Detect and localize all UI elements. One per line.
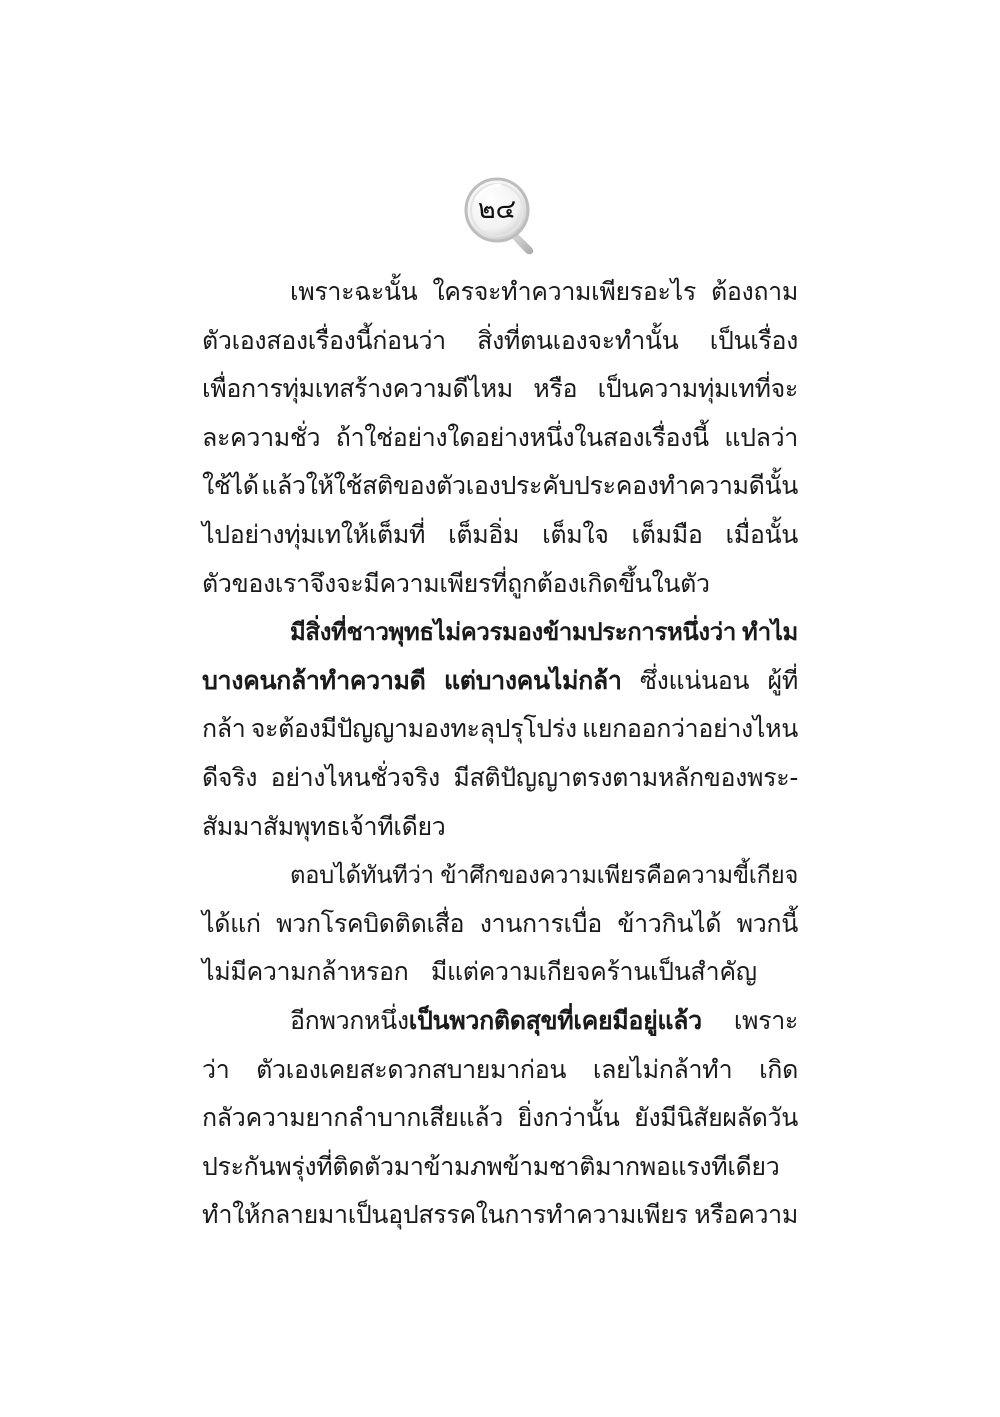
- text-segment: ตัวของเราจึงจะมีความเพียรที่ถูกต้องเกิดขึ้นในตัว: [202, 568, 710, 598]
- text-segment: หรือ: [533, 374, 578, 404]
- text-segment: อีกพวกหนึ่ง: [290, 1005, 409, 1035]
- text-segment: เพื่อการทุ่มเทสร้างความดีไหม: [202, 374, 513, 404]
- text-segment: ตัวเองสองเรื่องนี้ก่อนว่า: [202, 325, 446, 355]
- text-segment: ว่า: [202, 1054, 230, 1084]
- text-line: [202, 851, 798, 900]
- text-segment: ใช้ได้: [202, 471, 259, 501]
- text-line: [202, 948, 798, 997]
- text-segment: เพราะฉะนั้น: [290, 277, 418, 306]
- text-segment: ไปอย่างทุ่มเทให้เต็มที่: [202, 519, 426, 549]
- text-segment: เพราะ: [733, 1005, 798, 1035]
- text-line: [202, 803, 798, 852]
- text-segment: แยกออกว่าอย่างไหน: [582, 714, 798, 744]
- text-segment: เต็มอิ่ม: [448, 519, 520, 549]
- text-segment: มีสติปัญญาตรงตามหลักของพระ-: [453, 762, 798, 792]
- text-segment: บางคนกล้าทำความดี: [202, 665, 426, 695]
- text-segment: แปลว่า: [724, 422, 798, 452]
- text-segment: พวกโรคบิดติดเสื่อ: [276, 908, 465, 938]
- text-segment: ตอบได้ทันทีว่า: [290, 861, 434, 890]
- text-segment: กล้า: [202, 714, 246, 744]
- text-segment: ข้าศึกของความเพียรคือความขี้เกียจ: [440, 861, 798, 890]
- text-segment: เป็นความทุ่มเทที่จะ: [597, 374, 798, 404]
- text-line: [202, 705, 798, 754]
- text-segment: ข้าวกินได้: [617, 908, 722, 938]
- text-segment: ถ้าใช่อย่างใดอย่างหนึ่งในสองเรื่องนี้: [335, 422, 709, 452]
- page-number: ๒๔: [477, 194, 517, 225]
- text-segment: กลัวความยากลำบากเสียแล้ว: [202, 1103, 503, 1133]
- text-line: [202, 511, 798, 560]
- text-segment: เมื่อนั้น: [725, 519, 798, 549]
- text-line: [202, 1191, 798, 1240]
- text-line: [202, 657, 798, 706]
- text-segment: ซึ่งแน่นอน: [640, 665, 750, 695]
- text-segment: ทำให้กลายมาเป็นอุปสรรคในการทำความเพียร: [202, 1200, 688, 1230]
- text-segment: สัมมาสัมพุทธเจ้าทีเดียว: [202, 811, 446, 841]
- text-segment: สิ่งที่ตนเองจะทำนั้น: [477, 325, 679, 355]
- text-segment: ยังมีนิสัยผลัดวัน: [634, 1103, 798, 1133]
- text-line: [202, 1094, 798, 1143]
- text-segment: พวกนี้: [736, 908, 798, 938]
- text-segment: งานการเบื่อ: [479, 908, 602, 938]
- text-segment: ใครจะทำความเพียรอะไร: [432, 277, 696, 306]
- text-line: [202, 608, 798, 657]
- text-segment: ยิ่งกว่านั้น: [517, 1103, 620, 1133]
- text-segment: ได้แก่: [202, 908, 261, 938]
- text-segment: เกิด: [759, 1054, 798, 1084]
- text-line: [202, 560, 798, 609]
- text-line: [202, 268, 798, 317]
- text-line: [202, 365, 798, 414]
- text-segment: เป็นพวกติดสุขที่เคยมีอยู่แล้ว: [408, 1005, 702, 1035]
- text-line: [202, 1143, 798, 1192]
- page-number-badge: [458, 176, 542, 260]
- text-segment: ผู้ที่: [767, 665, 798, 695]
- text-segment: มีแต่ความเกียจคร้านเป็นสำคัญ: [430, 957, 757, 987]
- text-segment: ไม่มีความกล้าหรอก: [202, 957, 409, 987]
- text-segment: ละความชั่ว: [202, 422, 321, 452]
- text-segment: ประกันพรุ่งที่ติดตัวมาข้ามภพข้ามชาติมากพอแรงทีเดียว: [202, 1151, 780, 1181]
- text-segment: จะต้องมีปัญญามองทะลุปรุโปร่ง: [250, 714, 577, 744]
- text-line: [202, 317, 798, 366]
- text-segment: เต็มใจ: [542, 519, 609, 549]
- body-text: [202, 268, 798, 1240]
- text-line: [202, 462, 798, 511]
- text-line: [202, 414, 798, 463]
- text-segment: ทำไม: [742, 618, 798, 647]
- text-line: [202, 997, 798, 1046]
- text-segment: [290, 997, 702, 1046]
- text-line: [202, 1046, 798, 1095]
- text-segment: เต็มมือ: [631, 519, 703, 549]
- text-line: [202, 754, 798, 803]
- text-segment: เลยไม่กล้าทำ: [592, 1054, 733, 1084]
- text-segment: แต่บางคนไม่กล้า: [443, 665, 622, 695]
- text-segment: หรือความ: [694, 1200, 798, 1230]
- text-segment: ต้องถาม: [710, 277, 798, 306]
- text-line: [202, 900, 798, 949]
- text-segment: อย่างไหนชั่วจริง: [270, 762, 440, 792]
- text-segment: มีสิ่งที่ชาวพุทธไม่ควรมองข้ามประการหนึ่งว่า: [290, 618, 736, 647]
- text-segment: ตัวเองเคยสะดวกสบายมาก่อน: [256, 1054, 567, 1084]
- text-segment: แล้วให้ใช้สติของตัวเองประคับประคองทำความดีนั้น: [261, 471, 798, 501]
- text-segment: เป็นเรื่อง: [709, 325, 798, 355]
- text-segment: ดีจริง: [202, 762, 258, 792]
